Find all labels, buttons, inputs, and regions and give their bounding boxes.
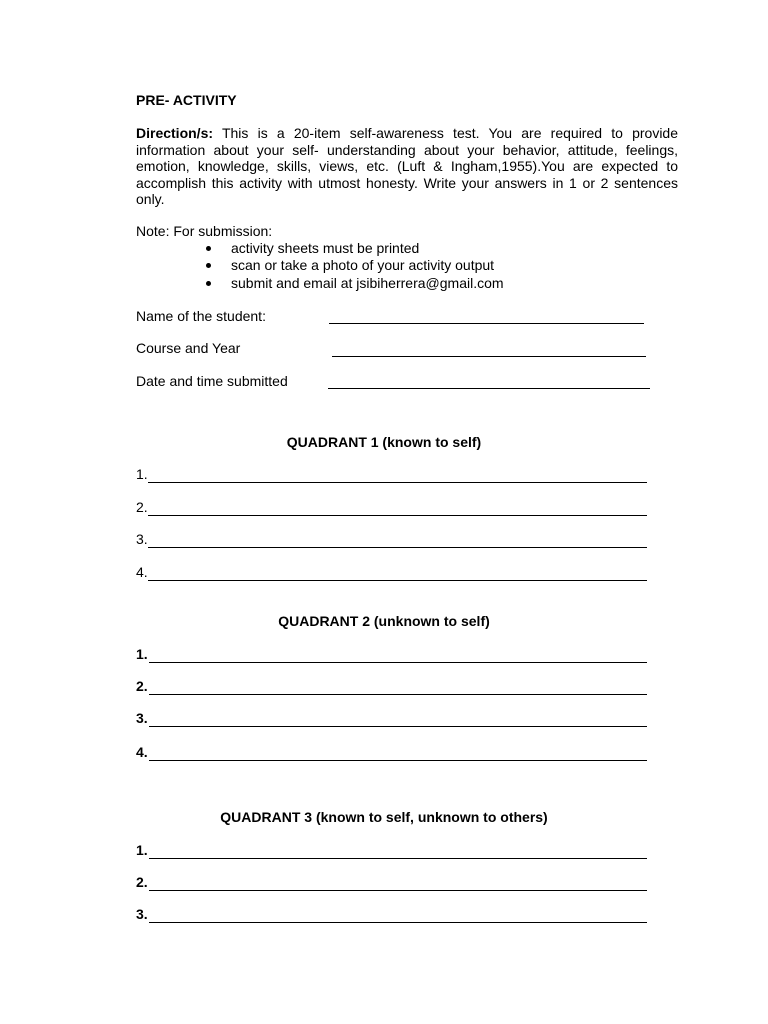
bullet-icon [206,263,211,268]
date-time-label: Date and time submitted [136,373,288,389]
answer-row[interactable] [136,646,647,663]
answer-number: 1. [136,646,148,662]
answer-line[interactable] [148,547,647,548]
answer-row[interactable] [136,710,647,727]
answer-number: 1. [136,842,148,858]
date-time-line[interactable] [328,388,650,389]
answer-line[interactable] [148,515,647,516]
list-item [204,240,504,257]
list-item-text: submit and email at jsibiherrera@gmail.com [231,274,504,291]
answer-row[interactable] [136,906,647,923]
answer-line[interactable] [149,694,647,695]
answer-row[interactable] [136,874,647,891]
quadrant-1-heading: QUADRANT 1 (known to self) [286,434,482,450]
answer-line[interactable] [149,760,647,761]
answer-number: 1. [136,466,148,482]
answer-line[interactable] [149,726,647,727]
answer-row[interactable] [136,744,647,761]
submission-list [204,240,504,292]
answer-line[interactable] [149,662,647,663]
answer-number: 2. [136,499,148,515]
directions-text: This is a 20-item self-awareness test. You are required to provide information about your self- understanding about your behavior, attitude, feelings, emotion, knowledge, skills, views, etc. (Luft & Ingham,1955).You are expected to accomplish this activity with utmost honesty. Write your answers in 1 or 2 sentences only. [136,125,678,207]
answer-row[interactable] [136,842,647,859]
answer-number: 3. [136,906,148,922]
quadrant-2-heading: QUADRANT 2 (unknown to self) [278,613,490,629]
answer-number: 2. [136,678,148,694]
list-item-text: scan or take a photo of your activity output [231,257,495,274]
answer-row[interactable] [136,564,647,581]
list-item [204,257,504,274]
answer-line[interactable] [149,890,647,891]
answer-row[interactable] [136,466,647,483]
quadrant-3-heading: QUADRANT 3 (known to self, unknown to others) [220,809,548,825]
answer-number: 3. [136,531,148,547]
course-year-label: Course and Year [136,340,241,356]
directions-paragraph [136,125,678,208]
answer-number: 4. [136,744,148,760]
course-year-line[interactable] [332,356,646,357]
answer-line[interactable] [149,922,647,923]
answer-line[interactable] [148,580,647,581]
answer-row[interactable] [136,678,647,695]
list-item-text: activity sheets must be printed [231,240,420,256]
page-title: PRE- ACTIVITY [136,92,237,108]
answer-number: 2. [136,874,148,890]
answer-line[interactable] [148,482,647,483]
student-name-label: Name of the student: [136,308,266,324]
answer-line[interactable] [149,858,647,859]
answer-row[interactable] [136,531,647,548]
bullet-icon [206,246,211,251]
student-name-line[interactable] [329,323,644,324]
list-item [204,275,504,292]
directions-label: Direction/s: [136,125,214,141]
note-heading: Note: For submission: [136,223,273,239]
answer-number: 3. [136,710,148,726]
bullet-icon [206,281,211,286]
answer-number: 4. [136,564,148,580]
answer-row[interactable] [136,499,647,516]
